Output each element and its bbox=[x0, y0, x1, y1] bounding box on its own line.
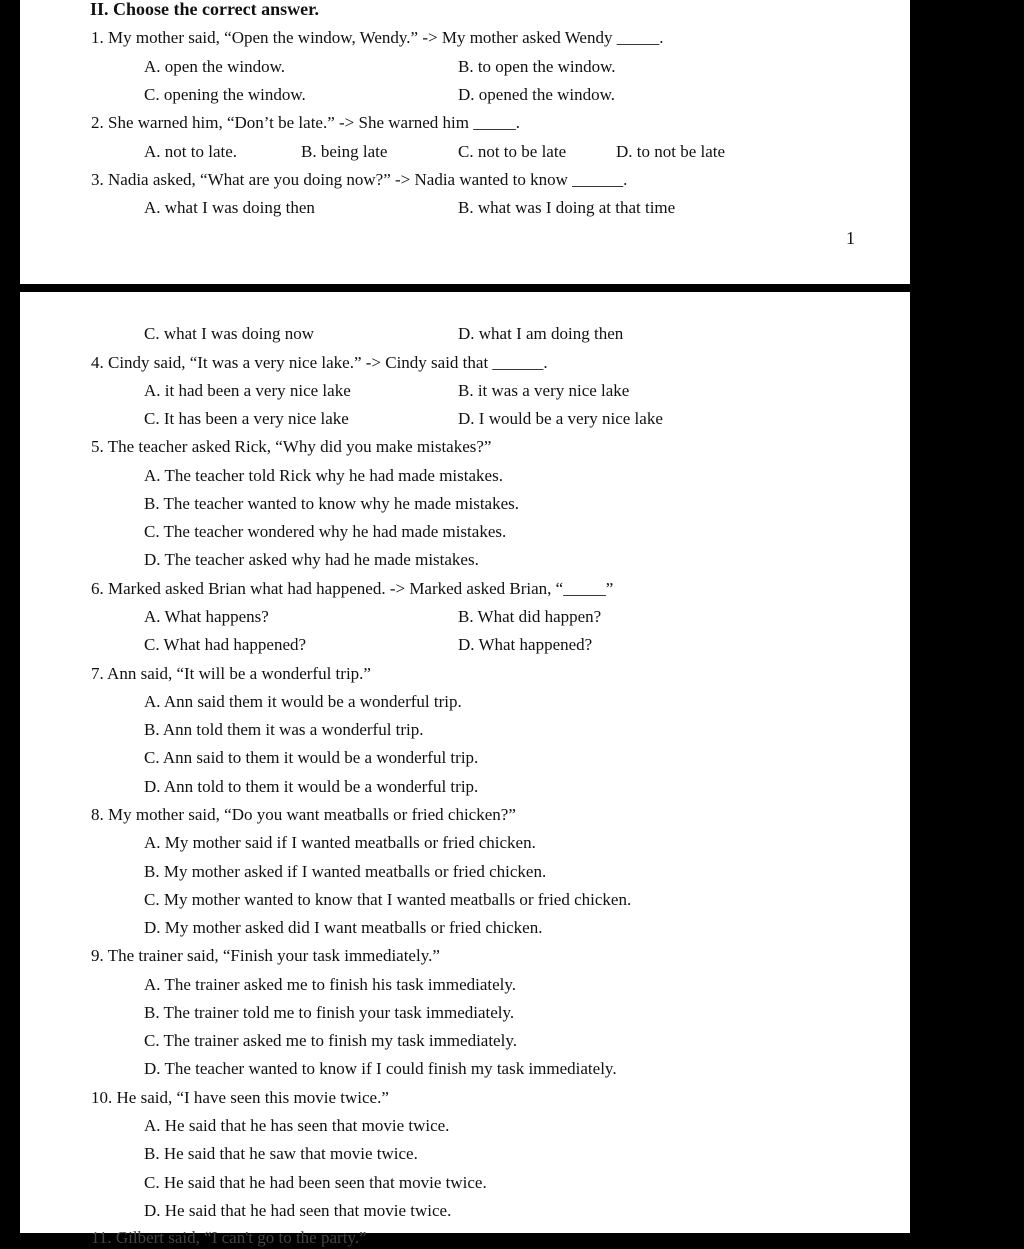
question-11-partial: 11. Gilbert said, “I can't go to the party.” bbox=[91, 1228, 367, 1247]
section-heading: II. Choose the correct answer. bbox=[90, 0, 319, 19]
question-9-option-b: B. The trainer told me to finish your task immediately. bbox=[144, 1003, 515, 1022]
question-7-option-d: D. Ann told to them it would be a wonderful trip. bbox=[144, 777, 479, 796]
question-5-option-b: B. The teacher wanted to know why he made mistakes. bbox=[144, 494, 519, 513]
question-5-option-d: D. The teacher asked why had he made mistakes. bbox=[144, 550, 479, 569]
question-2-option-a: A. not to late. bbox=[144, 142, 238, 161]
question-7-option-c: C. Ann said to them it would be a wonderful trip. bbox=[144, 748, 479, 767]
question-8-option-c: C. My mother wanted to know that I wanted meatballs or fried chicken. bbox=[144, 890, 632, 909]
question-3-option-a: A. what I was doing then bbox=[144, 198, 315, 217]
question-8-stem: 8. My mother said, “Do you want meatballs or fried chicken?” bbox=[91, 805, 516, 824]
document-page-1 bbox=[20, 0, 910, 284]
question-10-stem: 10. He said, “I have seen this movie twice.” bbox=[91, 1088, 389, 1107]
page-number: 1 bbox=[846, 228, 855, 248]
question-5-option-c: C. The teacher wondered why he had made mistakes. bbox=[144, 522, 507, 541]
question-4-stem: 4. Cindy said, “It was a very nice lake.” -> Cindy said that ______. bbox=[91, 353, 548, 372]
question-7-option-b: B. Ann told them it was a wonderful trip. bbox=[144, 720, 424, 739]
question-6-option-b: B. What did happen? bbox=[458, 607, 602, 626]
question-2-stem: 2. She warned him, “Don’t be late.” -> She warned him _____. bbox=[91, 113, 520, 132]
question-9-option-a: A. The trainer asked me to finish his task immediately. bbox=[144, 975, 517, 994]
question-6-option-a: A. What happens? bbox=[144, 607, 269, 626]
question-6-option-c: C. What had happened? bbox=[144, 635, 307, 654]
question-9-option-c: C. The trainer asked me to finish my task immediately. bbox=[144, 1031, 517, 1050]
question-2-option-c: C. not to be late bbox=[458, 142, 567, 161]
question-9-stem: 9. The trainer said, “Finish your task immediately.” bbox=[91, 946, 440, 965]
question-7-stem: 7. Ann said, “It will be a wonderful trip.” bbox=[91, 664, 371, 683]
question-1-option-d: D. opened the window. bbox=[458, 85, 616, 104]
question-2-option-b: B. being late bbox=[301, 142, 388, 161]
question-8-option-d: D. My mother asked did I want meatballs or fried chicken. bbox=[144, 918, 543, 937]
question-4-option-b: B. it was a very nice lake bbox=[458, 381, 630, 400]
question-3-stem: 3. Nadia asked, “What are you doing now?” -> Nadia wanted to know ______. bbox=[91, 170, 628, 189]
question-3-option-d: D. what I am doing then bbox=[458, 324, 624, 343]
question-1-stem: 1. My mother said, “Open the window, Wendy.” -> My mother asked Wendy _____. bbox=[91, 28, 664, 47]
question-6-stem: 6. Marked asked Brian what had happened. -> Marked asked Brian, “_____” bbox=[91, 579, 614, 598]
question-7-option-a: A. Ann said them it would be a wonderful trip. bbox=[144, 692, 462, 711]
question-10-option-b: B. He said that he saw that movie twice. bbox=[144, 1144, 418, 1163]
question-9-option-d: D. The teacher wanted to know if I could finish my task immediately. bbox=[144, 1059, 617, 1078]
question-5-option-a: A. The teacher told Rick why he had made mistakes. bbox=[144, 466, 503, 485]
question-1-option-c: C. opening the window. bbox=[144, 85, 306, 104]
question-6-option-d: D. What happened? bbox=[458, 635, 593, 654]
question-3-option-c: C. what I was doing now bbox=[144, 324, 314, 343]
document-page-2 bbox=[20, 292, 910, 1247]
question-10-option-a: A. He said that he has seen that movie twice. bbox=[144, 1116, 450, 1135]
question-8-option-a: A. My mother said if I wanted meatballs or fried chicken. bbox=[144, 833, 536, 852]
question-5-stem: 5. The teacher asked Rick, “Why did you make mistakes?” bbox=[91, 437, 492, 456]
question-2-option-d: D. to not be late bbox=[616, 142, 726, 161]
question-1-option-b: B. to open the window. bbox=[458, 57, 616, 76]
question-4-option-c: C. It has been a very nice lake bbox=[144, 409, 349, 428]
question-8-option-b: B. My mother asked if I wanted meatballs or fried chicken. bbox=[144, 862, 547, 881]
question-3-option-b: B. what was I doing at that time bbox=[458, 198, 676, 217]
question-1-option-a: A. open the window. bbox=[144, 57, 286, 76]
question-4-option-d: D. I would be a very nice lake bbox=[458, 409, 663, 428]
question-10-option-d: D. He said that he had seen that movie twice. bbox=[144, 1201, 452, 1220]
question-10-option-c: C. He said that he had been seen that movie twice. bbox=[144, 1173, 487, 1192]
question-4-option-a: A. it had been a very nice lake bbox=[144, 381, 351, 400]
